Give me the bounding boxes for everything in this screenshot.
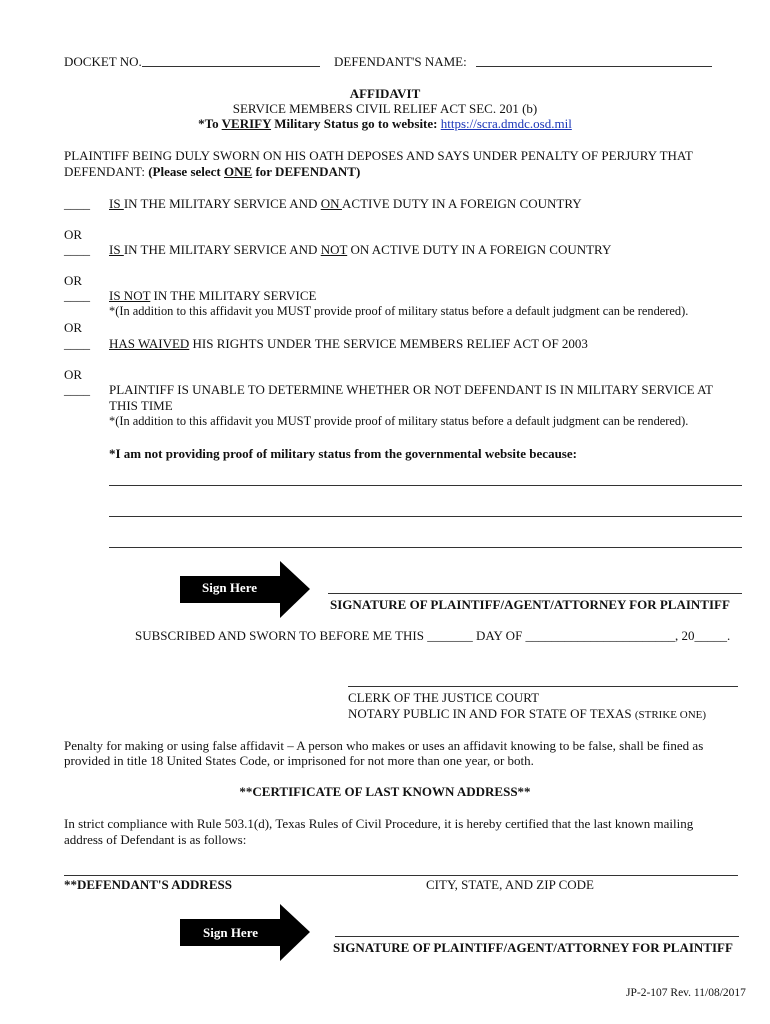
form-id: JP-2-107 Rev. 11/08/2017 (626, 987, 746, 999)
option-5-blank[interactable]: ____ (64, 382, 90, 397)
notary-label: NOTARY PUBLIC IN AND FOR STATE OF TEXAS (348, 706, 635, 721)
option-3-text (109, 288, 317, 304)
strike-one: (STRIKE ONE) (634, 709, 707, 721)
defendant-name-field[interactable] (476, 66, 712, 67)
sworn-statement: SUBSCRIBED AND SWORN TO BEFORE ME THIS _______ DAY OF _______________________, 20_____. (135, 628, 731, 643)
certificate-line-2: address of Defendant is as follows: (64, 832, 247, 847)
option-2-mid: IN THE MILITARY SERVICE AND (123, 242, 321, 257)
signature-line-2[interactable] (335, 936, 739, 937)
address-line[interactable] (64, 875, 738, 876)
or-4: OR (64, 367, 83, 382)
verify-post: Military Status go to website: (271, 116, 441, 131)
intro-defendant: DEFENDANT: (64, 164, 149, 179)
option-1-end: ACTIVE DUTY IN A FOREIGN COUNTRY (342, 196, 582, 211)
option-1-blank[interactable]: ____ (64, 196, 90, 211)
intro-select-one: ONE (224, 164, 253, 179)
intro-line-1: PLAINTIFF BEING DULY SWORN ON HIS OATH DEPOSES AND SAYS UNDER PENALTY OF PERJURY THAT (64, 148, 693, 163)
verify-line (0, 116, 770, 132)
certificate-title: **CERTIFICATE OF LAST KNOWN ADDRESS** (239, 784, 531, 799)
option-1-on: ON (320, 196, 343, 211)
option-5-line-2: THIS TIME (109, 398, 173, 413)
or-3: OR (64, 320, 83, 335)
option-4-has-waived: HAS WAIVED (109, 336, 190, 351)
option-4-text (109, 336, 588, 352)
penalty-line-1: Penalty for making or using false affidavit – A person who makes or uses an affidavit knowing to be false, shall be fined as (64, 738, 704, 753)
option-3-blank[interactable]: ____ (64, 288, 90, 303)
verify-pre: *To (198, 116, 222, 131)
option-2-is: IS (109, 242, 124, 257)
intro-select-post: for DEFENDANT) (252, 164, 361, 179)
reason-line-3[interactable] (109, 547, 742, 548)
clerk-line-2 (348, 706, 706, 722)
defendant-address-label: **DEFENDANT'S ADDRESS (64, 877, 232, 892)
option-2-not: NOT (320, 242, 348, 257)
option-3-end: IN THE MILITARY SERVICE (150, 288, 317, 303)
option-3-note: *(In addition to this affidavit you MUST provide proof of military status before a default judgment can be rendered). (109, 304, 689, 318)
affidavit-title: AFFIDAVIT (349, 86, 421, 101)
intro-line-2 (64, 164, 360, 180)
option-4-blank[interactable]: ____ (64, 336, 90, 351)
penalty-line-2: provided in title 18 United States Code, or imprisoned for not more than one year, or both. (64, 753, 534, 768)
sign-here-label-2: Sign Here (203, 925, 259, 940)
intro-select-pre: (Please select (148, 164, 225, 179)
clerk-signature-line[interactable] (348, 686, 738, 687)
signature-label-2: SIGNATURE OF PLAINTIFF/AGENT/ATTORNEY FOR PLAINTIFF (333, 940, 733, 955)
signature-label-1: SIGNATURE OF PLAINTIFF/AGENT/ATTORNEY FOR PLAINTIFF (330, 597, 730, 612)
sign-here-label-1: Sign Here (202, 580, 258, 595)
or-2: OR (64, 273, 83, 288)
signature-line-1[interactable] (328, 593, 742, 594)
option-2-end: ON ACTIVE DUTY IN A FOREIGN COUNTRY (347, 242, 612, 257)
docket-field[interactable] (142, 66, 320, 67)
certificate-line-1: In strict compliance with Rule 503.1(d), Texas Rules of Civil Procedure, it is hereby certified that the last known mailing (64, 816, 694, 831)
option-2-blank[interactable]: ____ (64, 242, 90, 257)
scra-website-link[interactable]: https://scra.dmdc.osd.mil (440, 116, 572, 131)
clerk-line-1: CLERK OF THE JUSTICE COURT (348, 690, 540, 705)
or-1: OR (64, 227, 83, 242)
city-state-zip-label: CITY, STATE, AND ZIP CODE (426, 877, 594, 892)
option-1-is: IS (109, 196, 124, 211)
not-providing-heading: *I am not providing proof of military status from the governmental website because: (109, 446, 577, 461)
docket-label: DOCKET NO. (64, 54, 142, 69)
option-3-is-not: IS NOT (109, 288, 151, 303)
option-2-text (109, 242, 611, 258)
option-1-text (109, 196, 582, 212)
option-1-mid: IN THE MILITARY SERVICE AND (123, 196, 321, 211)
defendant-name-label: DEFENDANT'S NAME: (334, 54, 467, 69)
option-5-line-1: PLAINTIFF IS UNABLE TO DETERMINE WHETHER OR NOT DEFENDANT IS IN MILITARY SERVICE AT (109, 382, 713, 397)
option-5-note: *(In addition to this affidavit you MUST provide proof of military status before a default judgment can be rendered). (109, 414, 689, 428)
reason-line-1[interactable] (109, 485, 742, 486)
verify-underlined: VERIFY (221, 116, 272, 131)
reason-line-2[interactable] (109, 516, 742, 517)
option-4-end: HIS RIGHTS UNDER THE SERVICE MEMBERS RELIEF ACT OF 2003 (189, 336, 588, 351)
affidavit-subtitle: SERVICE MEMBERS CIVIL RELIEF ACT SEC. 201 (b) (232, 101, 538, 116)
